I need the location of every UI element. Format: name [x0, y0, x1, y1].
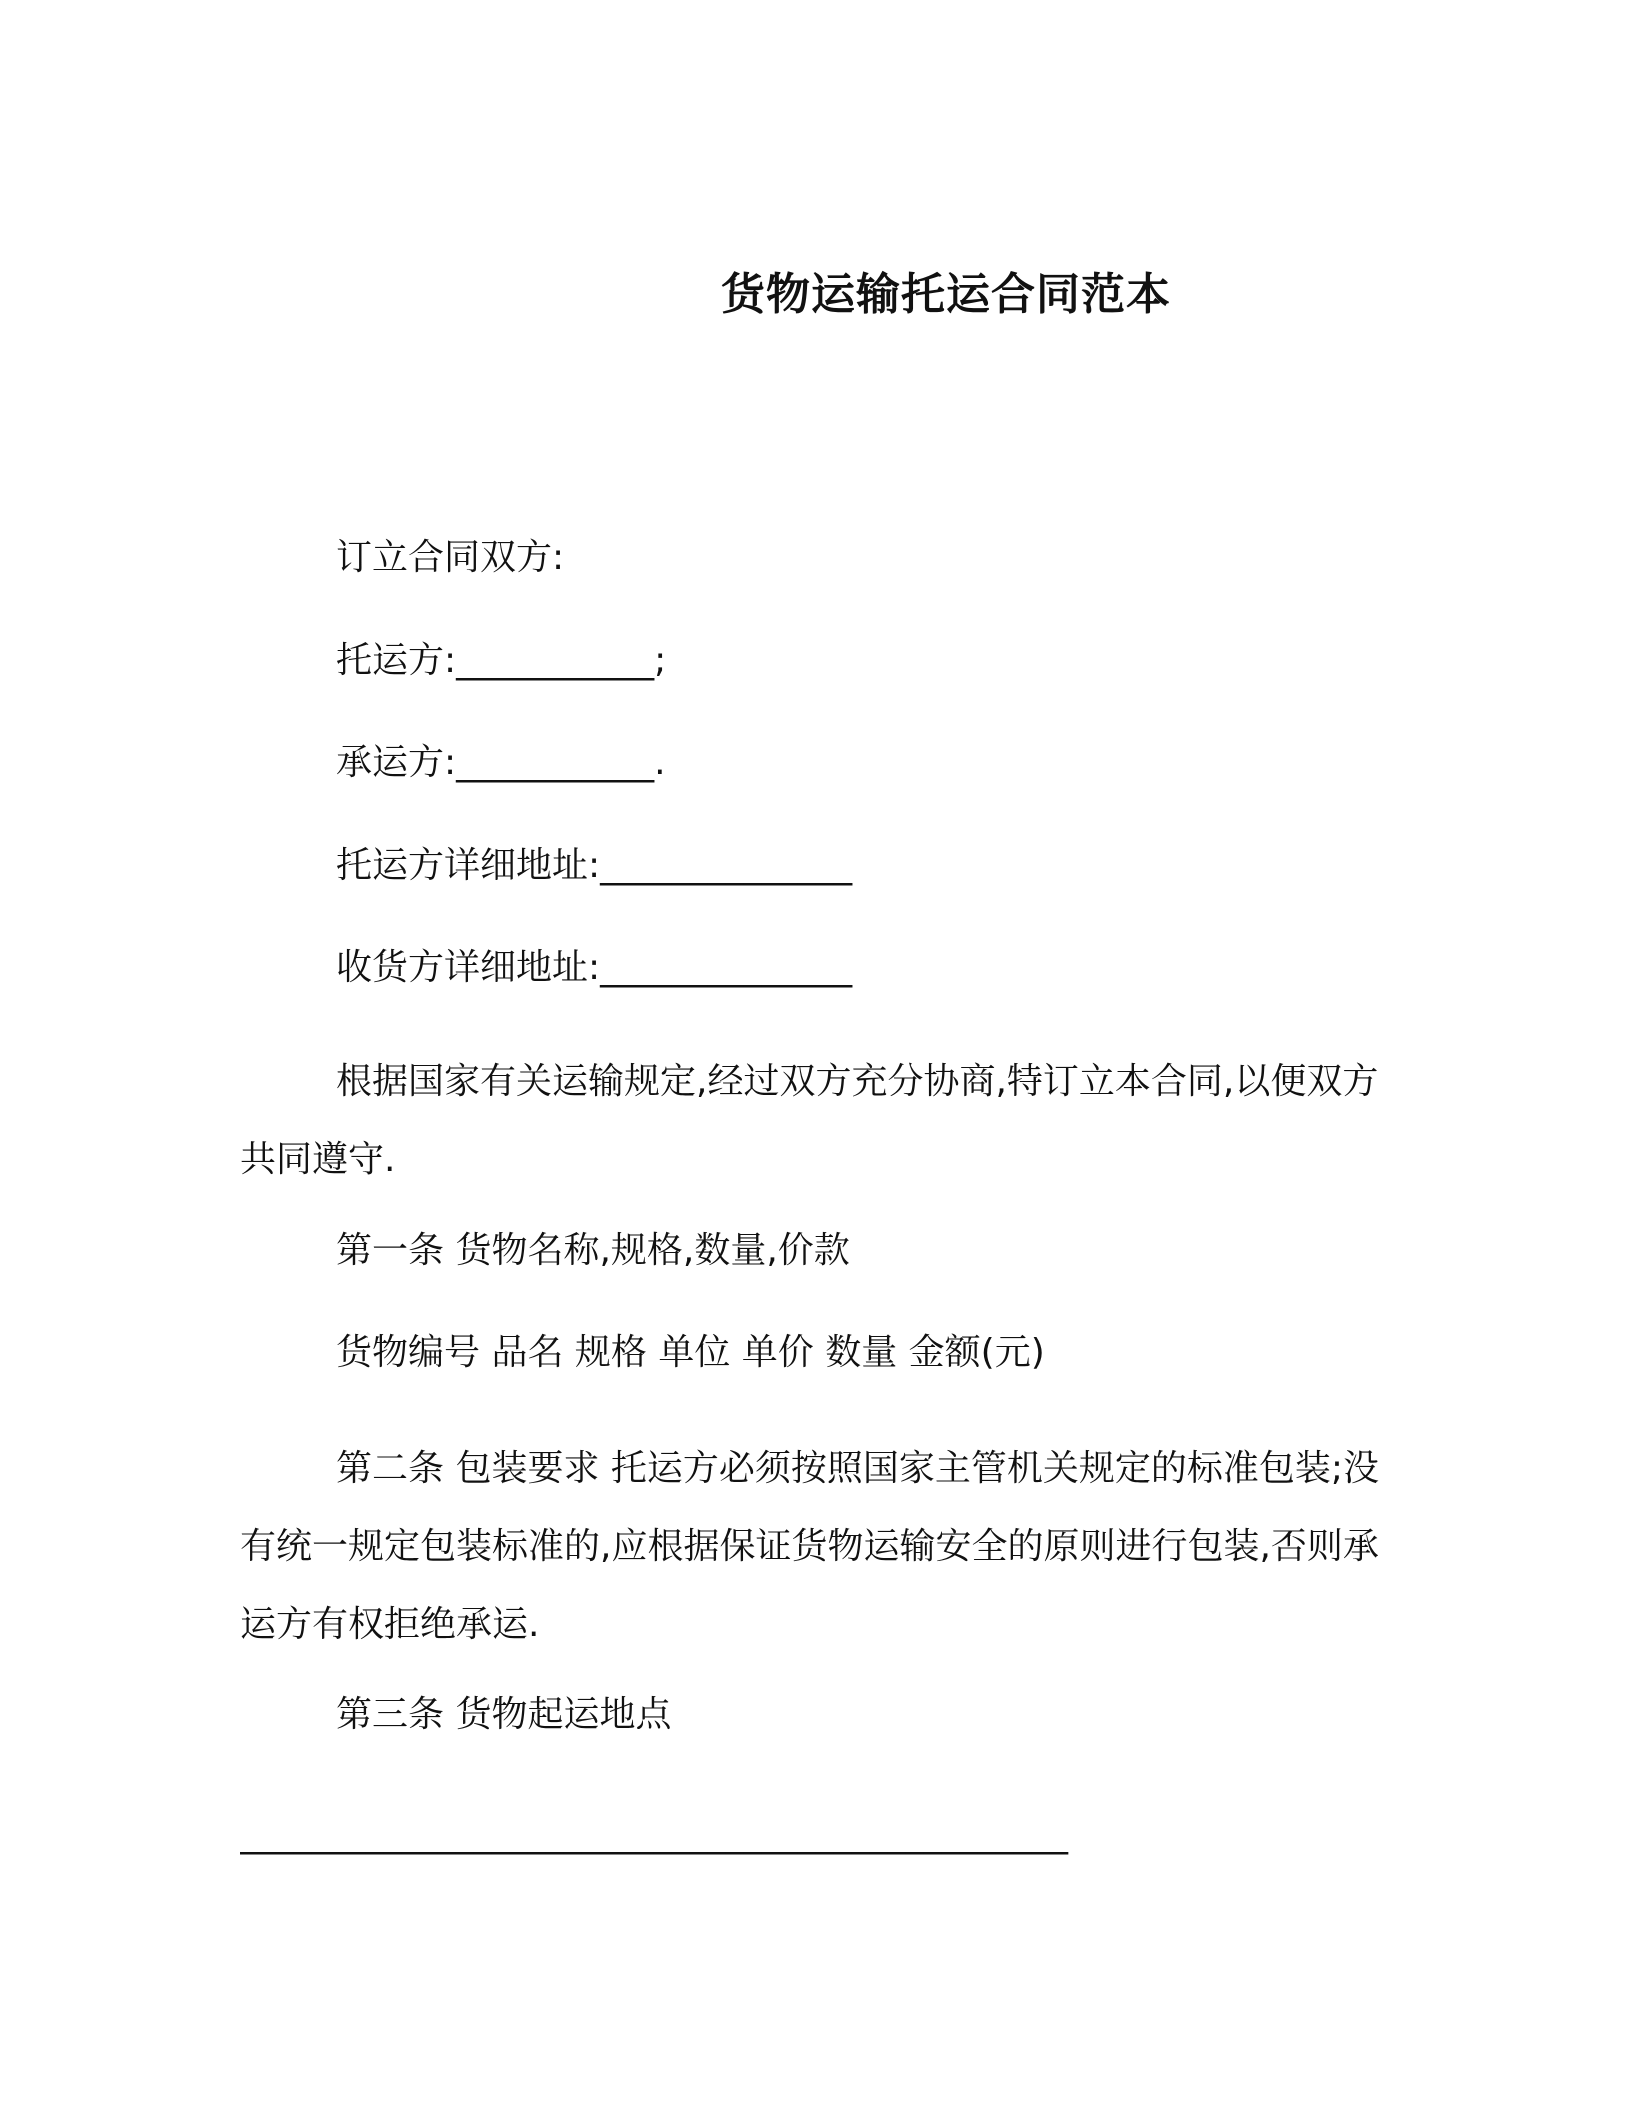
consignee-address-field: 收货方详细地址:______________: [336, 947, 853, 988]
shipper-address-field: 托运方详细地址:______________: [336, 845, 853, 886]
carrier-field: 承运方:___________.: [336, 742, 666, 783]
shipper-field: 托运方:___________;: [336, 640, 667, 681]
parties-heading: 订立合同双方:: [336, 537, 565, 578]
article1-columns: 货物编号 品名 规格 单位 单价 数量 金额(元): [336, 1332, 1045, 1373]
article1-heading: 第一条 货物名称,规格,数量,价款: [336, 1230, 850, 1271]
preamble-paragraph: 根据国家有关运输规定,经过双方充分协商,特订立本合同,以便双方共同遵守.: [240, 1061, 1379, 1180]
article3-blank-line: ______________________________________________: [240, 1814, 1068, 1855]
page-title: 货物运输托运合同范本: [721, 269, 1171, 320]
article3-heading: 第三条 货物起运地点: [336, 1694, 672, 1735]
article2-paragraph: 第二条 包装要求 托运方必须按照国家主管机关规定的标准包装;没有统一规定包装标准的,应根据保证货物运输安全的原则进行包装,否则承运方有权拒绝承运.: [240, 1448, 1380, 1645]
